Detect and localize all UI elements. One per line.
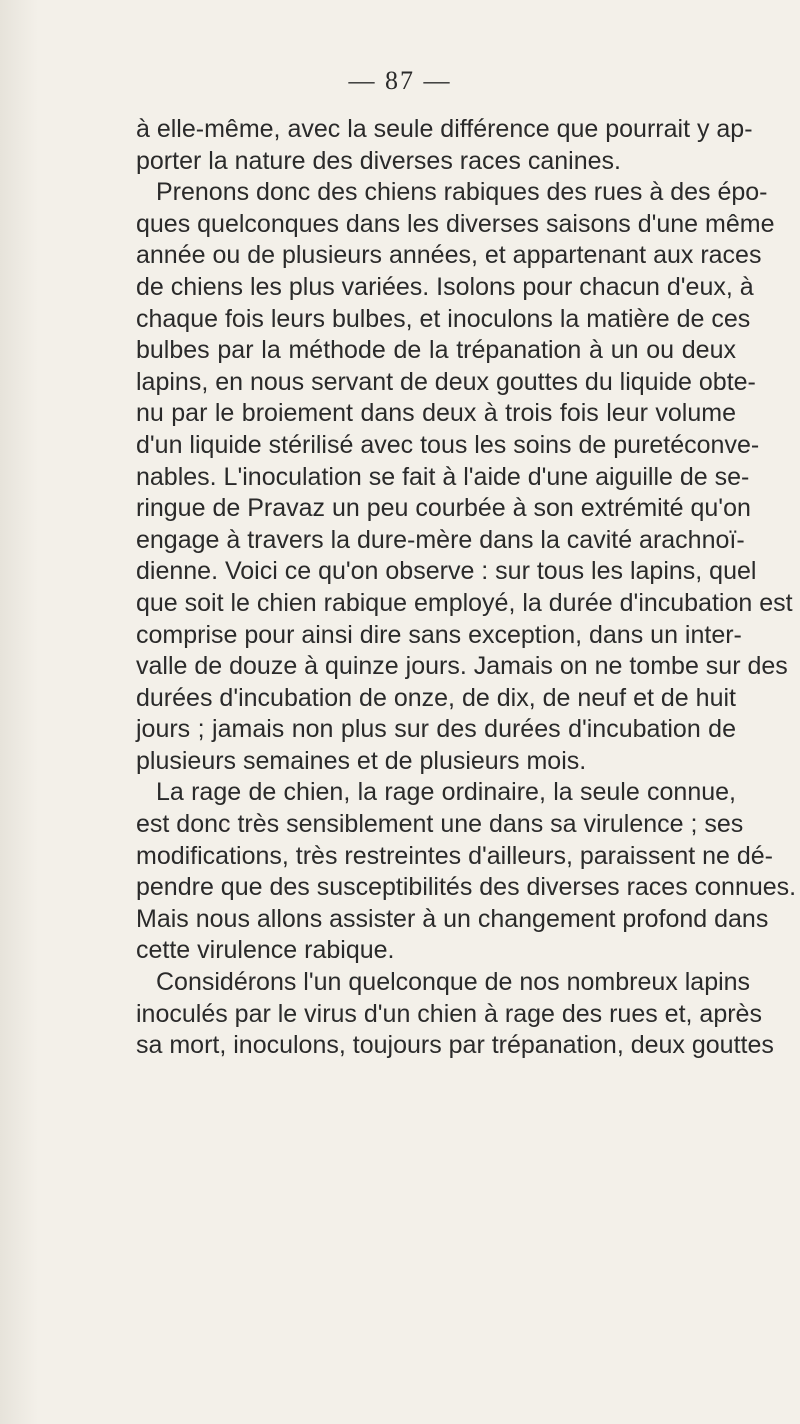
text-line: sa mort, inoculons, toujours par trépanation, deux gouttes <box>136 1031 774 1060</box>
text-line: valle de douze à quinze jours. Jamais on ne tombe sur des <box>136 652 788 681</box>
text-line: dienne. Voici ce qu'on observe : sur tous les lapins, quel <box>136 557 757 586</box>
text-line: pendre que des susceptibilités des diverses races connues. <box>136 873 797 902</box>
text-line: cette virulence rabique. <box>136 936 395 965</box>
text-line: modifications, très restreintes d'ailleurs, paraissent ne dé- <box>136 841 774 870</box>
text-line: année ou de plusieurs années, et appartenant aux races <box>136 241 762 270</box>
text-line: que soit le chien rabique employé, la durée d'incubation est <box>136 588 793 617</box>
text-line: porter la nature des diverses races canines. <box>136 146 621 175</box>
text-line: comprise pour ainsi dire sans exception, dans un inter- <box>136 620 742 649</box>
text-line: nables. L'inoculation se fait à l'aide d'une aiguille de se- <box>136 462 750 491</box>
page-number: — 87 — <box>348 66 452 95</box>
text-line: de chiens les plus variées. Isolons pour chacun d'eux, à <box>136 272 754 301</box>
text-line: à elle-même, avec la seule différence que pourrait y ap- <box>136 115 753 143</box>
text-line: inoculés par le virus d'un chien à rage des rues et, après <box>136 999 762 1028</box>
text-line: jours ; jamais non plus sur des durées d'incubation de <box>136 715 736 744</box>
text-line: d'un liquide stérilisé avec tous les soins de puretéconve- <box>136 430 760 459</box>
text-line: Considérons l'un quelconque de nos nombreux lapins <box>156 968 751 997</box>
body-text <box>136 114 797 1062</box>
text-line: bulbes par la méthode de la trépanation à un ou deux <box>136 336 736 365</box>
text-line: lapins, en nous servant de deux gouttes du liquide obte- <box>136 367 756 396</box>
text-line: Mais nous allons assister à un changement profond dans <box>136 904 769 933</box>
text-line: ques quelconques dans les diverses saisons d'une même <box>136 209 775 238</box>
text-line: nu par le broiement dans deux à trois fois leur volume <box>136 399 736 428</box>
text-line: plusieurs semaines et de plusieurs mois. <box>136 746 587 775</box>
text-line: Prenons donc des chiens rabiques des rues à des épo- <box>156 178 768 207</box>
text-line: est donc très sensiblement une dans sa virulence ; ses <box>136 810 744 839</box>
text-line: La rage de chien, la rage ordinaire, la seule connue, <box>156 778 736 807</box>
text-line: engage à travers la dure-mère dans la cavité arachnoï- <box>136 525 745 554</box>
text-line: chaque fois leurs bulbes, et inoculons la matière de ces <box>136 304 751 333</box>
text-line: durées d'incubation de onze, de dix, de neuf et de huit <box>136 683 736 712</box>
text-line: ringue de Pravaz un peu courbée à son extrémité qu'on <box>136 494 751 523</box>
